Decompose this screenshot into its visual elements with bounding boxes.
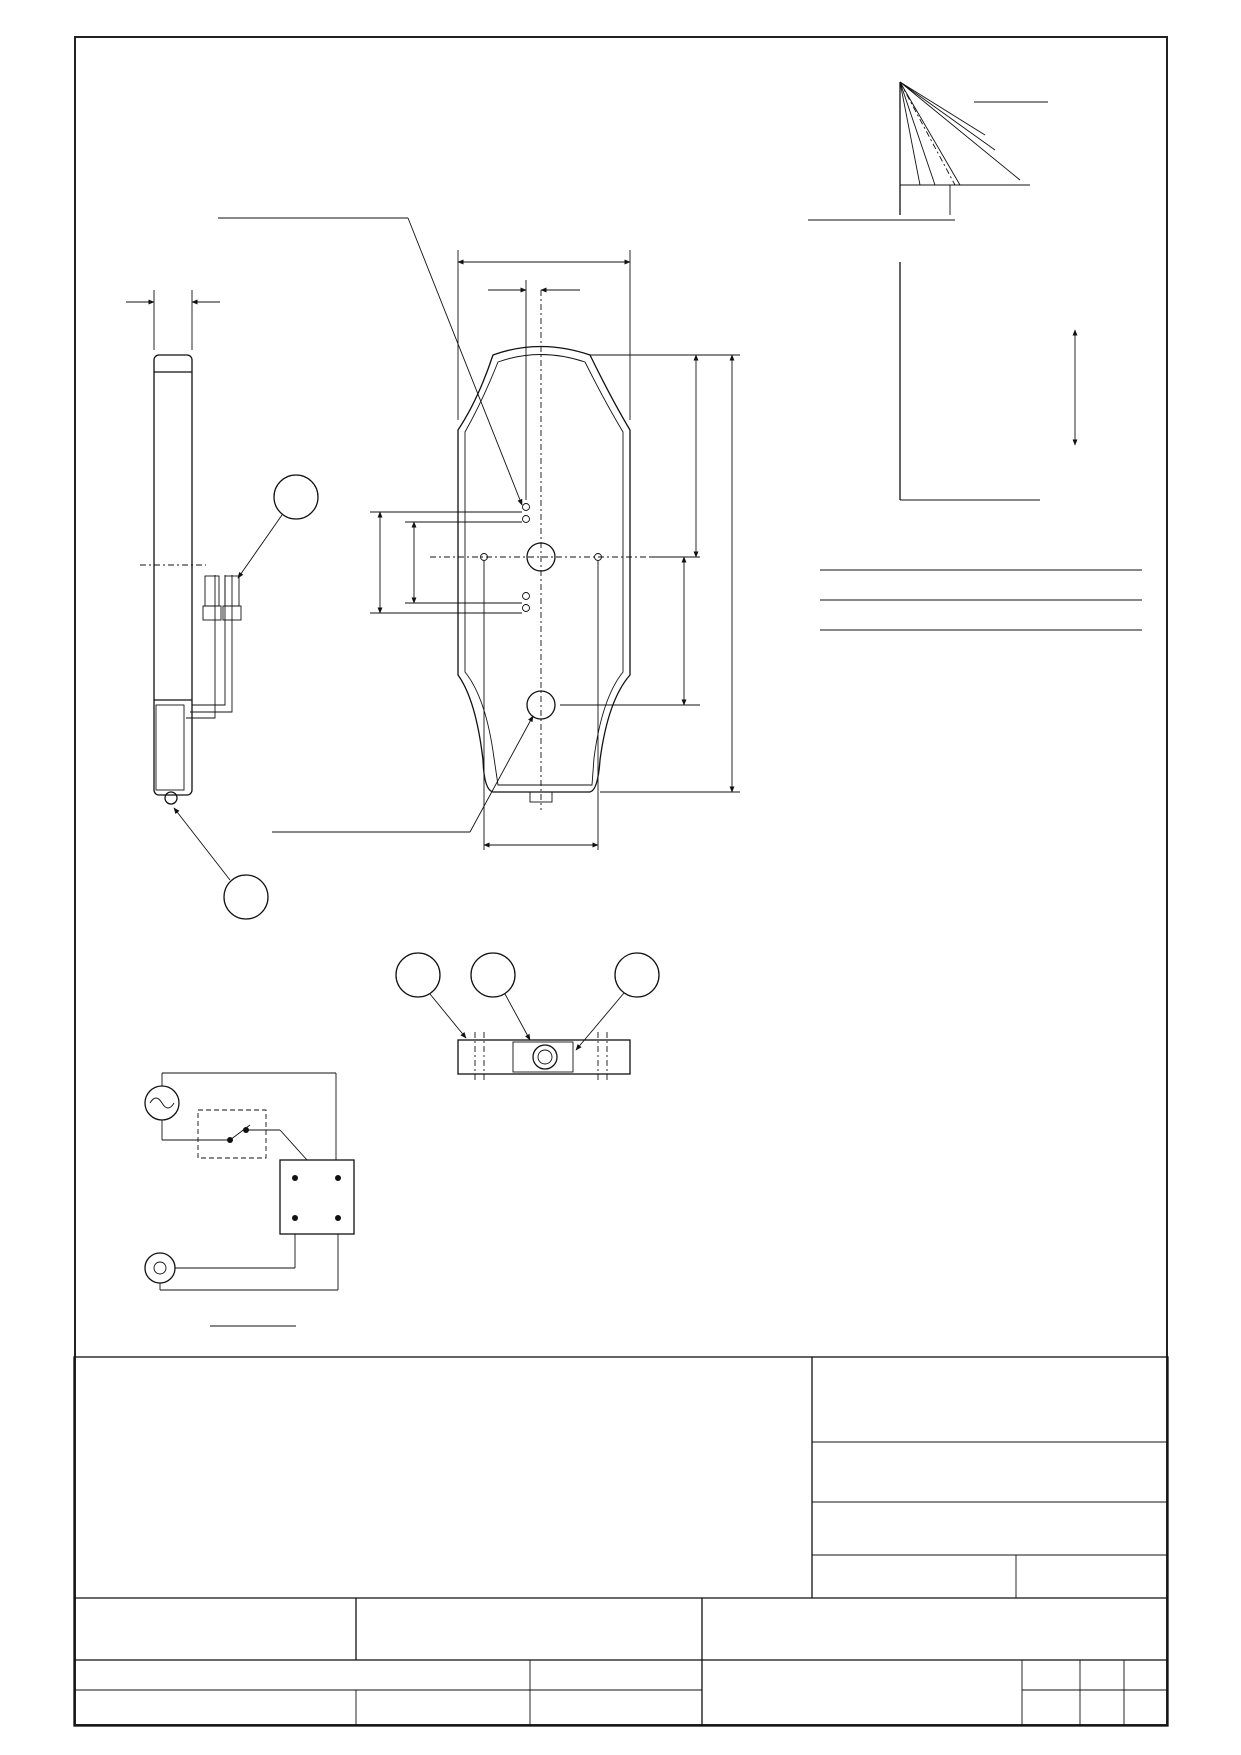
callout-1 [396, 953, 466, 1038]
callout-4 [238, 475, 318, 578]
callout-2 [471, 953, 530, 1040]
wiring-diagram [145, 1073, 354, 1326]
front-view [218, 218, 740, 850]
callout-5 [576, 953, 659, 1050]
bottom-view [458, 1032, 630, 1082]
callout-3 [174, 808, 268, 919]
parts-table [74, 1357, 1168, 1726]
title-block [74, 1598, 1168, 1726]
side-view [126, 290, 241, 804]
detection-range [808, 82, 1142, 630]
special-notes [812, 1442, 1168, 1598]
